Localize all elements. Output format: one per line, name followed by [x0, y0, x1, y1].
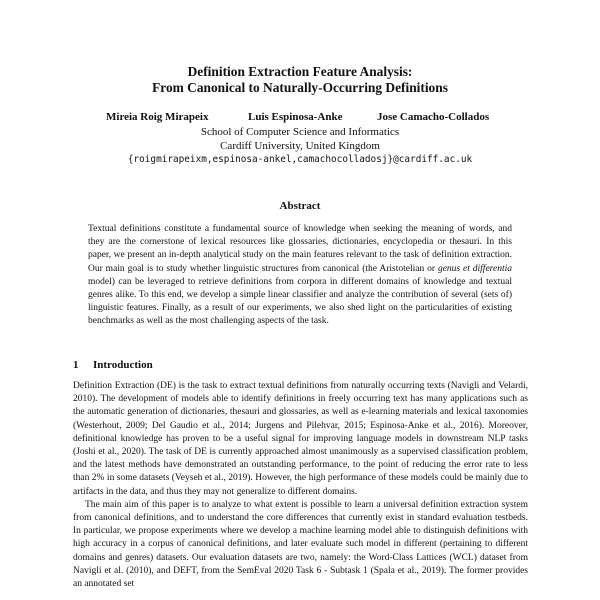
paper-title-line-1: Definition Extraction Feature Analysis: [187, 64, 413, 79]
abstract-text: model) can be leveraged to retrieve definitions from corpora in different domains of knowledge and textual genres alike. To this end, we develop a simple linear classifier and analyze the contribution of several (sets of) linguistic features. Finally, as a result of our experiments, we also shed light on the particularities of existing benchmarks as well as the most challenging aspects of the task. [88, 276, 512, 327]
author-name: Jose Camacho-Collados [377, 111, 490, 123]
introduction-paragraph-1: Definition Extraction (DE) is the task to extract textual definitions from naturally occurring texts (Navigli and Velardi, 2010). The development of models able to identify definitions in freely occurring text has many applications such as the automatic generation of dictionaries, thesauri and glossaries, as well as e-learning materials and lexical taxonomies (Westerhout, 2009; Del Gaudio et al., 2014; Jurgens and Pilehvar, 2015; Espinosa-Anke et al., 2016). Moreover, definitional knowledge has proven to be a useful signal for improving language models in downstream NLP tasks (Joshi et al., 2020). The task of DE is currently approached almost unanimously as a supervised classification problem, and the latest methods have demonstrated an outstanding performance, to the point of reducing the error rate to less than 2% in some datasets (Veyseh et al., 2019). However, the high performance of these models could be mainly due to artifacts in the data, and thus they may not generalize to different domains. [73, 381, 528, 497]
author-emails: {roigmirapeixm,espinosa-ankel,camachocolladosj}@cardiff.ac.uk [127, 154, 473, 165]
author-name: Mireia Roig Mirapeix [106, 111, 209, 123]
author-list [0, 110, 600, 124]
section-heading-introduction [73, 358, 153, 372]
affiliation-university: Cardiff University, United Kingdom [220, 140, 380, 152]
abstract-text: Textual definitions constitute a fundamental source of knowledge when seeking the meaning of words, and they are the cornerstone of lexical resources like glossaries, dictionaries, encyclopedia or thesauri. In this paper, we present an in-depth analytical study on the main features relevant to the task of definition extraction. Our main goal is to study whether linguistic structures from canonical (the Aristotelian or [88, 224, 512, 274]
affiliation-school: School of Computer Science and Informatics [200, 126, 400, 138]
abstract-emphasis: genus et differentia [437, 263, 512, 274]
section-number: 1 [73, 359, 79, 371]
author-name: Luis Espinosa-Anke [248, 111, 343, 123]
abstract-paragraph [88, 223, 512, 329]
abstract-body [88, 223, 512, 329]
abstract-heading: Abstract [279, 200, 321, 212]
paper-title-line-2: From Canonical to Naturally-Occurring Definitions [152, 80, 448, 95]
section-title: Introduction [93, 359, 153, 371]
introduction-paragraph-2: The main aim of this paper is to analyze to what extent is possible to learn a universal definition extraction system from canonical definitions, and to understand the core differences that currently exist in standard evaluation testbeds. In particular, we propose experiments where we develop a machine learning model able to distinguish definitions with high accuracy in a corpus of canonical definitions, and later evaluate such model in different (pertaining to different domains and genres) datasets. Our evaluation datasets are two, namely: the Word-Class Lattices (WCL) dataset from Navigli et al. (2010), and DEFT, from the SemEval 2020 Task 6 - Subtask 1 (Spala et al., 2019). The former provides an annotated set [73, 499, 528, 590]
introduction-body [73, 380, 528, 591]
